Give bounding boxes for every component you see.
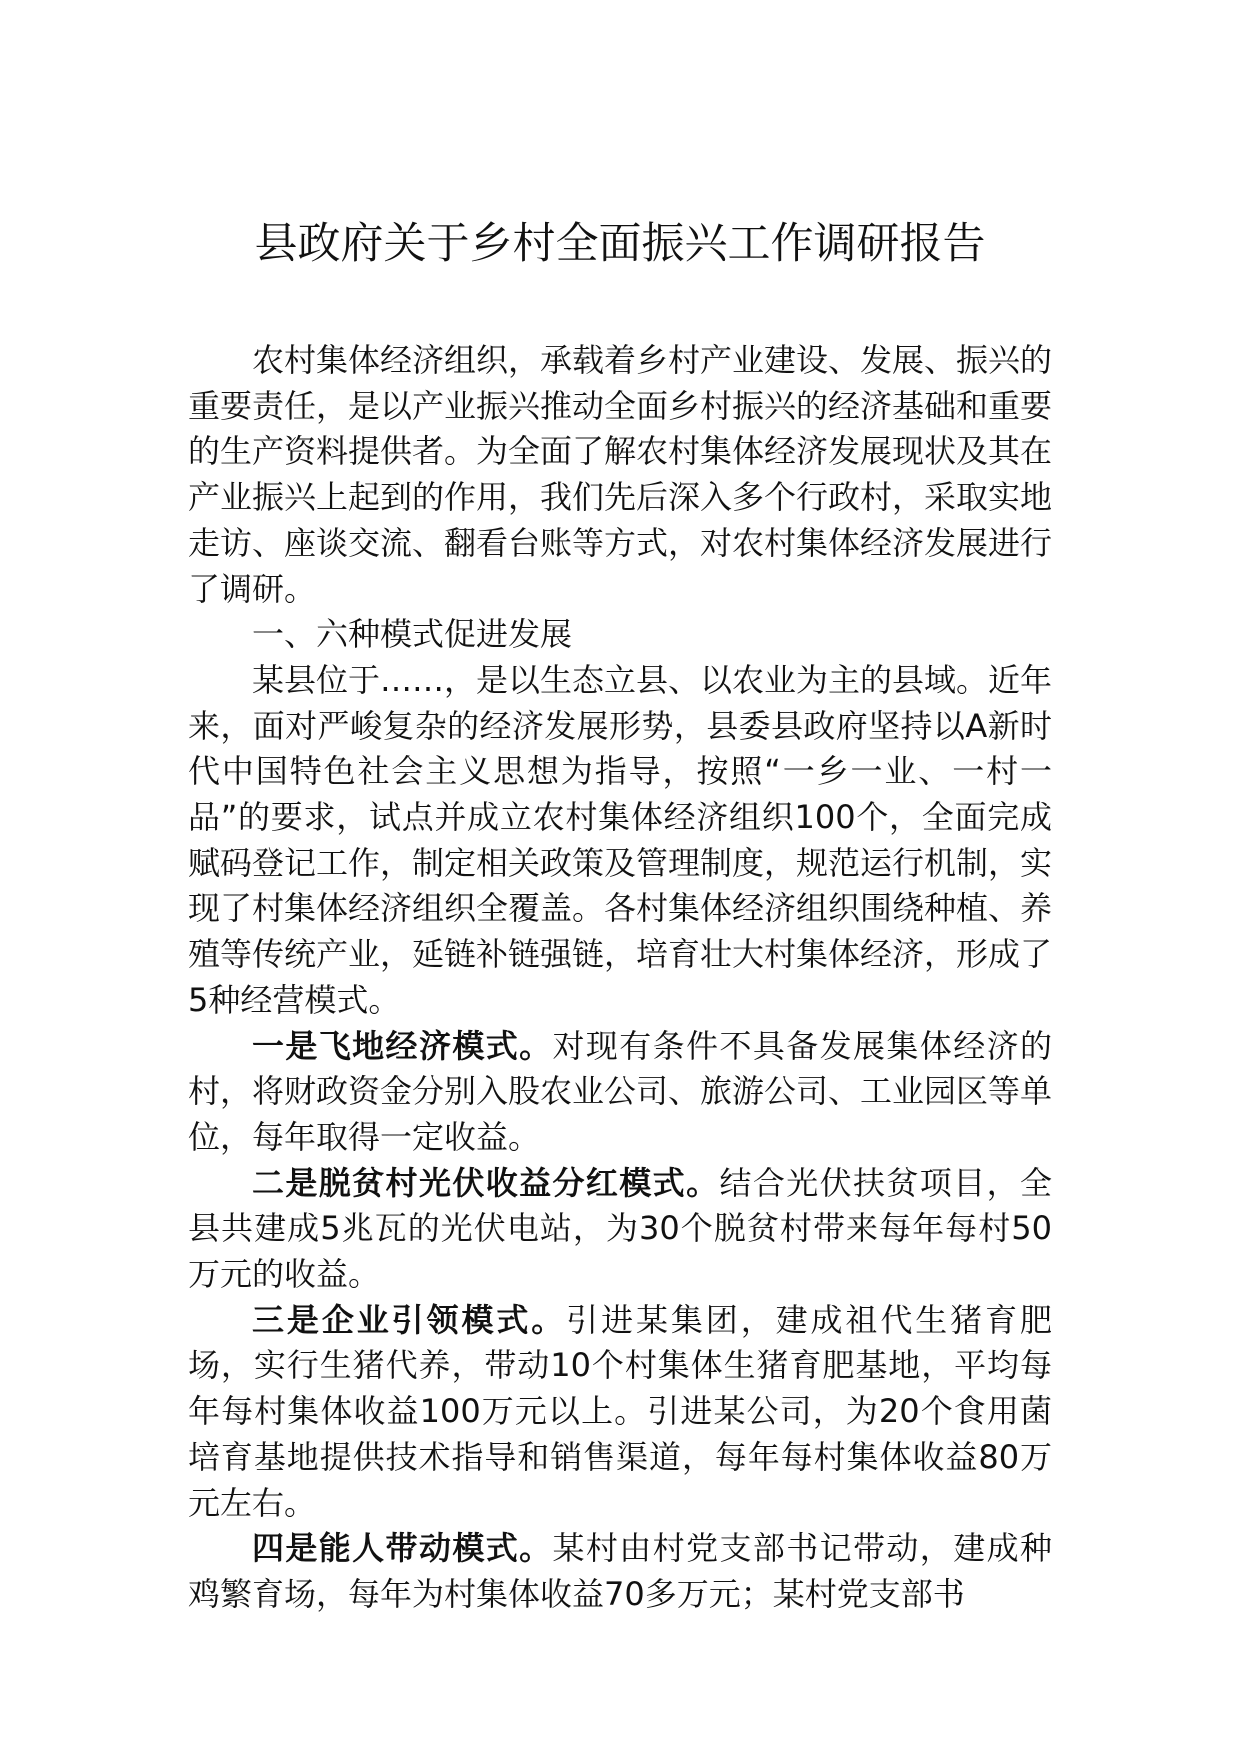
paragraph-text: 农村集体经济组织，承载着乡村产业建设、发展、振兴的重要责任，是以产业振兴推动全面乡村振兴的经济基础和重要的生产资料提供者。为全面了解农村集体经济发展现状及其在产业振兴上起到的作用，我们先后深入多个行政村，采取实地走访、座谈交流、翻看台账等方式，对农村集体经济发展进行了调研。 bbox=[188, 341, 1053, 608]
section-heading bbox=[188, 612, 1052, 658]
paragraph-text: 结合光伏扶贫项目，全县共建成5兆瓦的光伏电站，为30个脱贫村带来每年每村50万元的收益。 bbox=[188, 1163, 1052, 1294]
paragraph-county-overview bbox=[188, 658, 1052, 1024]
paragraph-model-3 bbox=[188, 1298, 1052, 1527]
paragraph-text: 对现有条件不具备发展集体经济的村，将财政资金分别入股农业公司、旅游公司、工业园区等单位，每年取得一定收益。 bbox=[188, 1026, 1053, 1156]
paragraph-model-2 bbox=[188, 1161, 1052, 1298]
document-body bbox=[188, 338, 1052, 1618]
paragraph-text: 一、六种模式促进发展 bbox=[252, 615, 573, 654]
paragraph-model-4 bbox=[188, 1526, 1052, 1617]
paragraph-intro bbox=[188, 338, 1052, 612]
paragraph-lead: 一是飞地经济模式。 bbox=[252, 1026, 553, 1065]
paragraph-text: 引进某集团，建成祖代生猪育肥场，实行生猪代养，带动10个村集体生猪育肥基地，平均每年每村集体收益100万元以上。引进某公司，为20个食用菌培育基地提供技术指导和销售渠道，每年每村集体收益80万元左右。 bbox=[188, 1300, 1052, 1522]
paragraph-lead: 二是脱贫村光伏收益分红模式。 bbox=[252, 1163, 720, 1202]
paragraph-text: 某村由村党支部书记带动，建成种鸡繁育场，每年为村集体收益70多万元；某村党支部书 bbox=[188, 1529, 1052, 1613]
document-title: 县政府关于乡村全面振兴工作调研报告 bbox=[254, 219, 986, 269]
paragraph-lead: 四是能人带动模式。 bbox=[252, 1529, 553, 1568]
paragraph-text: 某县位于……，是以生态立县、以农业为主的县域。近年来，面对严峻复杂的经济发展形势，县委县政府坚持以A新时代中国特色社会主义思想为指导，按照“一乡一业、一村一品”的要求，试点并成立农村集体经济组织100个，全面完成赋码登记工作，制定相关政策及管理制度，规范运行机制，实现了村集体经济组织全覆盖。各村集体经济组织围绕种植、养殖等传统产业，延链补链强链，培育壮大村集体经济，形成了5种经营模式。 bbox=[188, 660, 1053, 1019]
paragraph-lead: 三是企业引领模式。 bbox=[252, 1300, 567, 1339]
paragraph-model-1 bbox=[188, 1024, 1052, 1161]
